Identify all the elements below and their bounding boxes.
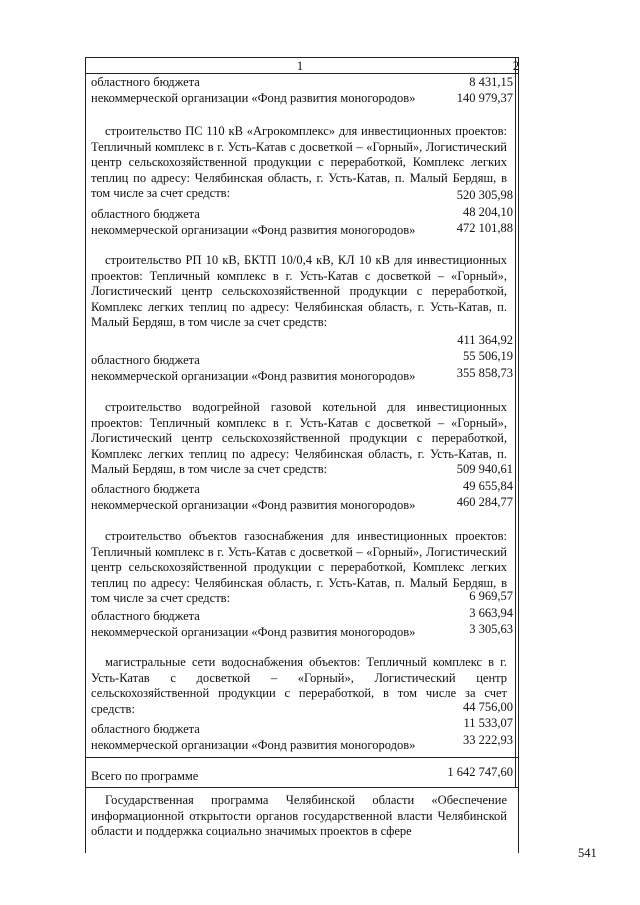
regional-budget-value: 3 663,94	[469, 606, 513, 620]
fund-label: некоммерческой организации «Фонд развития моногородов»	[91, 498, 416, 512]
fund-value: 460 284,77	[456, 495, 513, 509]
fund-label: некоммерческой организации «Фонд развития моногородов»	[91, 738, 416, 752]
regional-budget-label: областного бюджета	[91, 353, 200, 367]
section-total: 509 940,61	[456, 462, 513, 476]
fund-label: некоммерческой организации «Фонд развития моногородов»	[91, 625, 416, 639]
table-border-right	[518, 57, 519, 853]
budget-table	[85, 57, 519, 853]
fund-value: 472 101,88	[456, 221, 513, 235]
regional-budget-label: областного бюджета	[91, 482, 200, 496]
regional-budget-label: областного бюджета	[91, 722, 200, 736]
total-value: 1 642 747,60	[447, 765, 513, 779]
table-border-left	[85, 57, 86, 853]
regional-budget-value: 49 655,84	[463, 479, 513, 493]
header-col-2: 2	[512, 59, 520, 73]
table-border-top	[85, 57, 519, 58]
section-total: 6 969,57	[469, 589, 513, 603]
row-value: 8 431,15	[469, 75, 513, 89]
total-row-bottom-border	[85, 787, 519, 788]
header-divider	[85, 73, 519, 74]
fund-value: 355 858,73	[456, 366, 513, 380]
regional-budget-value: 55 506,19	[463, 349, 513, 363]
fund-label: некоммерческой организации «Фонд развития моногородов»	[91, 223, 416, 237]
table-column-divider	[515, 57, 516, 787]
regional-budget-label: областного бюджета	[91, 207, 200, 221]
section-description: строительство водогрейной газовой котельной для инвестиционных проектов: Тепличный комплекс в г. Усть-Катав с досветкой – «Горный», Логистический центр сельскохозяйственной продукции с переработкой, Комплекс легких теплиц по адресу: Челябинская область, г. Усть-Катав, п. Малый Бердяш, в том числе за счет средств:	[91, 400, 507, 476]
row-label: областного бюджета	[91, 75, 200, 89]
row-value: 140 979,37	[456, 91, 513, 105]
regional-budget-value: 48 204,10	[463, 205, 513, 219]
total-row-top-border	[85, 757, 519, 758]
section-description: магистральные сети водоснабжения объектов: Тепличный комплекс в г. Усть-Катав с досветкой – «Горный», Логистический центр сельскохозяйственной продукции с переработкой, в том числе за счет средств:	[91, 655, 507, 716]
section-description: строительство объектов газоснабжения для инвестиционных проектов: Тепличный комплекс в г. Усть-Катав с досветкой – «Горный», Логистический центр сельскохозяйственной продукции с переработкой, Комплекс легких теплиц по адресу: Челябинская область, г. Усть-Катав, п. Малый Бердяш, в том числе за счет средств:	[91, 529, 507, 605]
page-number: 541	[578, 846, 597, 860]
section-description: строительство РП 10 кВ, БКТП 10/0,4 кВ, КЛ 10 кВ для инвестиционных проектов: Тепличный комплекс в г. Усть-Катав с досветкой – «Горный», Логистический центр сельскохозяйственной продукции с переработкой, Комплекс легких теплиц по адресу: Челябинская область, г. Усть-Катав, п. Малый Бердяш, в том числе за счет средств:	[91, 253, 507, 329]
fund-label: некоммерческой организации «Фонд развития моногородов»	[91, 369, 416, 383]
header-col-1: 1	[296, 59, 304, 73]
section-description: строительство ПС 110 кВ «Агрокомплекс» для инвестиционных проектов: Тепличный комплекс в г. Усть-Катав с досветкой – «Горный», Логистический центр сельскохозяйственной продукции с переработкой, Комплекс легких теплиц по адресу: Челябинская область, г. Усть-Катав, п. Малый Бердяш, в том числе за счет средств:	[91, 124, 507, 200]
section-total: 44 756,00	[463, 700, 513, 714]
fund-value: 3 305,63	[469, 622, 513, 636]
section-total: 520 305,98	[456, 188, 513, 202]
fund-value: 33 222,93	[463, 733, 513, 747]
section-total: 411 364,92	[457, 333, 513, 347]
regional-budget-label: областного бюджета	[91, 609, 200, 623]
next-program-description: Государственная программа Челябинской области «Обеспечение информационной открытости органов государственной власти Челябинской области и поддержка социально значимых проектов в сфере	[91, 793, 507, 838]
row-label: некоммерческой организации «Фонд развития моногородов»	[91, 91, 416, 105]
regional-budget-value: 11 533,07	[463, 716, 513, 730]
total-label: Всего по программе	[91, 769, 199, 783]
